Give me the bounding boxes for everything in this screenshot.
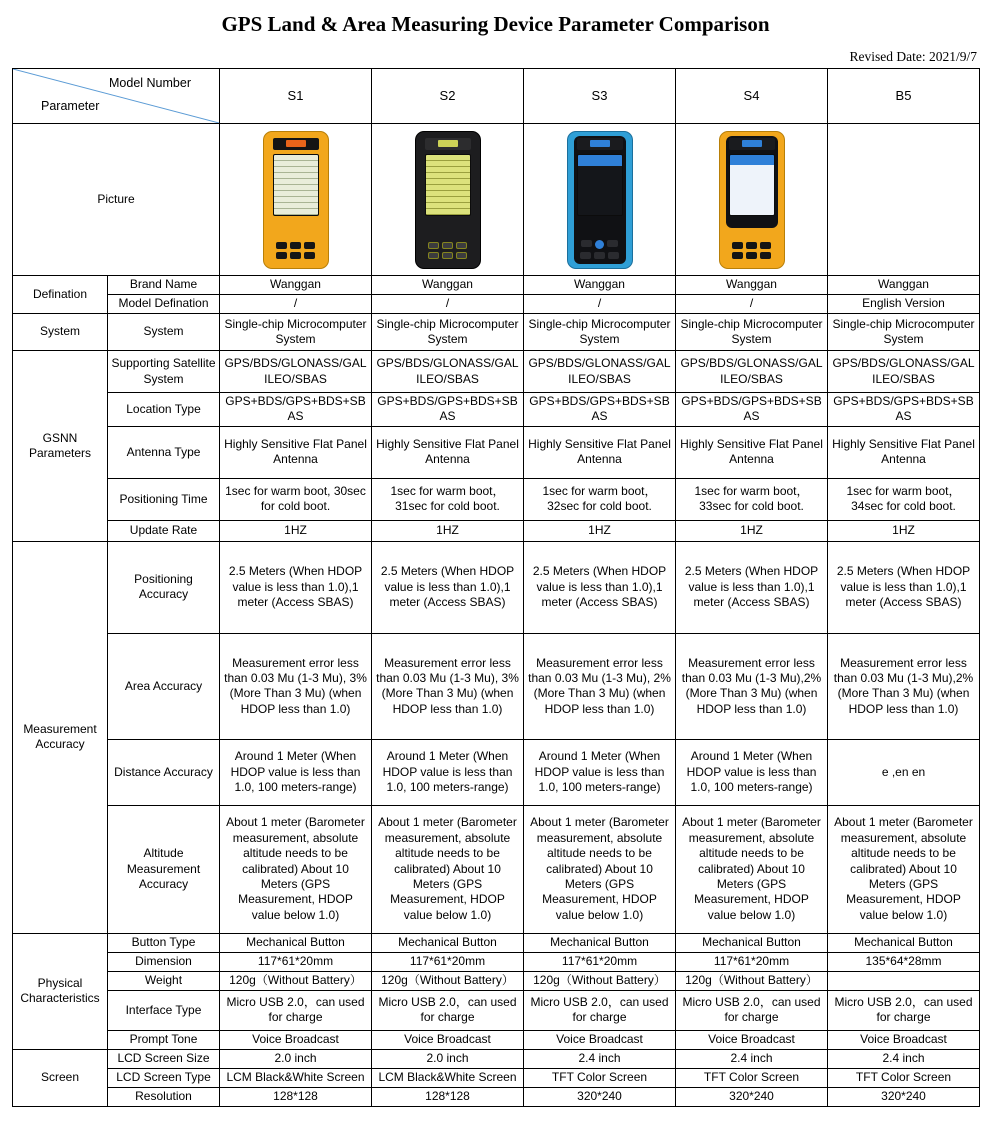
cell-ptime-s4: 1sec for warm boot，33sec for cold boot.: [676, 478, 828, 520]
param-weight: Weight: [108, 971, 220, 990]
revised-date: Revised Date: 2021/9/7: [849, 49, 977, 64]
picture-cell-s4: [676, 124, 828, 276]
cell-ptime-s1: 1sec for warm boot, 30sec for cold boot.: [220, 478, 372, 520]
cell-system-s2: Single-chip Microcomputer System: [372, 314, 524, 351]
cell-dacc-b5: e ,en en: [828, 739, 980, 805]
table-row-button-type: [13, 933, 980, 952]
device-top-band: [425, 138, 471, 150]
cell-ant-s4: Highly Sensitive Flat Panel Antenna: [676, 426, 828, 478]
cell-aacc-s4: Measurement error less than 0.03 Mu (1-3 Mu),2% (More Than 3 Mu) (when HDOP less than 1.0): [676, 633, 828, 739]
cell-dim-s1: 117*61*20mm: [220, 952, 372, 971]
cell-pacc-b5: 2.5 Meters (When HDOP value is less than 1.0),1 meter (Access SBAS): [828, 541, 980, 633]
cell-alt-s1: About 1 meter (Barometer measurement, absolute altitude needs to be calibrated) About 10 Meters (GPS Measurement, HDOP value below 1.0): [220, 805, 372, 933]
cell-system-s1: Single-chip Microcomputer System: [220, 314, 372, 351]
table-row-resolution: [13, 1087, 980, 1106]
param-update-rate: Update Rate: [108, 520, 220, 541]
table-row-lcd-screen-type: [13, 1068, 980, 1087]
cell-lst-s2: LCM Black&White Screen: [372, 1068, 524, 1087]
cell-lss-s2: 2.0 inch: [372, 1049, 524, 1068]
model-header-s4: S4: [676, 69, 828, 124]
device-image-s3: [567, 131, 633, 269]
cell-brand-s2: Wanggan: [372, 276, 524, 295]
device-top-band: [273, 138, 319, 150]
cell-ant-s2: Highly Sensitive Flat Panel Antenna: [372, 426, 524, 478]
cell-lst-b5: TFT Color Screen: [828, 1068, 980, 1087]
cell-dim-b5: 135*64*28mm: [828, 952, 980, 971]
table-row-interface-type: [13, 990, 980, 1030]
param-positioning-accuracy: Positioning Accuracy: [108, 541, 220, 633]
cell-loc-s2: GPS+BDS/GPS+BDS+SBAS: [372, 393, 524, 427]
param-location-type: Location Type: [108, 393, 220, 427]
cell-ant-s3: Highly Sensitive Flat Panel Antenna: [524, 426, 676, 478]
table-row-distance-accuracy: [13, 739, 980, 805]
cell-alt-s3: About 1 meter (Barometer measurement, absolute altitude needs to be calibrated) About 10 Meters (GPS Measurement, HDOP value below 1.0): [524, 805, 676, 933]
device-top-band: [729, 138, 775, 150]
parameter-label: Parameter: [41, 99, 100, 113]
cell-upd-s2: 1HZ: [372, 520, 524, 541]
cell-system-b5: Single-chip Microcomputer System: [828, 314, 980, 351]
device-keypad: [426, 242, 470, 259]
cell-sat-s2: GPS/BDS/GLONASS/GALILEO/SBAS: [372, 351, 524, 393]
cell-upd-s3: 1HZ: [524, 520, 676, 541]
cell-pt-s1: Voice Broadcast: [220, 1030, 372, 1049]
device-screen: [729, 154, 775, 216]
cell-sat-s4: GPS/BDS/GLONASS/GALILEO/SBAS: [676, 351, 828, 393]
param-resolution: Resolution: [108, 1087, 220, 1106]
header-row: [13, 69, 980, 124]
cell-lss-b5: 2.4 inch: [828, 1049, 980, 1068]
picture-cell-s2: [372, 124, 524, 276]
table-row-altitude-accuracy: [13, 805, 980, 933]
cell-pt-s4: Voice Broadcast: [676, 1030, 828, 1049]
param-satellite-system: Supporting Satellite System: [108, 351, 220, 393]
device-screen: [425, 154, 471, 216]
group-screen: Screen: [13, 1049, 108, 1106]
cell-pacc-s2: 2.5 Meters (When HDOP value is less than 1.0),1 meter (Access SBAS): [372, 541, 524, 633]
table-row-positioning-accuracy: [13, 541, 980, 633]
cell-aacc-s3: Measurement error less than 0.03 Mu (1-3 Mu), 2% (More Than 3 Mu) (when HDOP less than 1.0): [524, 633, 676, 739]
cell-dacc-s3: Around 1 Meter (When HDOP value is less than 1.0, 100 meters-range): [524, 739, 676, 805]
cell-pacc-s1: 2.5 Meters (When HDOP value is less than 1.0),1 meter (Access SBAS): [220, 541, 372, 633]
cell-upd-s1: 1HZ: [220, 520, 372, 541]
param-positioning-time: Positioning Time: [108, 478, 220, 520]
cell-dim-s4: 117*61*20mm: [676, 952, 828, 971]
param-prompt-tone: Prompt Tone: [108, 1030, 220, 1049]
cell-res-s2: 128*128: [372, 1087, 524, 1106]
cell-btn-b5: Mechanical Button: [828, 933, 980, 952]
picture-row: [13, 124, 980, 276]
cell-brand-s1: Wanggan: [220, 276, 372, 295]
group-system: System: [13, 314, 108, 351]
cell-mdef-b5: English Version: [828, 295, 980, 314]
cell-sat-s1: GPS/BDS/GLONASS/GALILEO/SBAS: [220, 351, 372, 393]
cell-loc-s4: GPS+BDS/GPS+BDS+SBAS: [676, 393, 828, 427]
cell-btn-s4: Mechanical Button: [676, 933, 828, 952]
param-altitude-accuracy: Altitude Measurement Accuracy: [108, 805, 220, 933]
cell-sat-s3: GPS/BDS/GLONASS/GALILEO/SBAS: [524, 351, 676, 393]
cell-alt-b5: About 1 meter (Barometer measurement, absolute altitude needs to be calibrated) About 10 Meters (GPS Measurement, HDOP value below 1.0): [828, 805, 980, 933]
cell-aacc-b5: Measurement error less than 0.03 Mu (1-3 Mu),2% (More Than 3 Mu) (when HDOP less than 1.0): [828, 633, 980, 739]
cell-brand-s3: Wanggan: [524, 276, 676, 295]
cell-lst-s1: LCM Black&White Screen: [220, 1068, 372, 1087]
table-row-weight: [13, 971, 980, 990]
cell-loc-s1: GPS+BDS/GPS+BDS+SBAS: [220, 393, 372, 427]
table-row-location-type: [13, 393, 980, 427]
model-header-s2: S2: [372, 69, 524, 124]
model-number-label: Model Number: [109, 76, 191, 90]
cell-wt-s1: 120g（Without Battery）: [220, 971, 372, 990]
cell-btn-s3: Mechanical Button: [524, 933, 676, 952]
cell-dacc-s4: Around 1 Meter (When HDOP value is less than 1.0, 100 meters-range): [676, 739, 828, 805]
table-row-antenna-type: [13, 426, 980, 478]
cell-dim-s2: 117*61*20mm: [372, 952, 524, 971]
cell-res-s3: 320*240: [524, 1087, 676, 1106]
cell-wt-s3: 120g（Without Battery）: [524, 971, 676, 990]
device-keypad: [578, 240, 622, 259]
table-row-satellite-system: [13, 351, 980, 393]
cell-aacc-s2: Measurement error less than 0.03 Mu (1-3 Mu), 3% (More Than 3 Mu) (when HDOP less than 1.0): [372, 633, 524, 739]
cell-mdef-s3: /: [524, 295, 676, 314]
param-brand-name: Brand Name: [108, 276, 220, 295]
cell-loc-b5: GPS+BDS/GPS+BDS+SBAS: [828, 393, 980, 427]
picture-cell-s1: [220, 124, 372, 276]
cell-res-s4: 320*240: [676, 1087, 828, 1106]
model-header-s3: S3: [524, 69, 676, 124]
picture-cell-b5-empty: [828, 124, 980, 276]
device-image-s2: [415, 131, 481, 269]
cell-brand-b5: Wanggan: [828, 276, 980, 295]
cell-dacc-s2: Around 1 Meter (When HDOP value is less than 1.0, 100 meters-range): [372, 739, 524, 805]
cell-alt-s2: About 1 meter (Barometer measurement, absolute altitude needs to be calibrated) About 10 Meters (GPS Measurement, HDOP value below 1.0): [372, 805, 524, 933]
device-screen: [577, 154, 623, 216]
cell-loc-s3: GPS+BDS/GPS+BDS+SBAS: [524, 393, 676, 427]
cell-pacc-s3: 2.5 Meters (When HDOP value is less than 1.0),1 meter (Access SBAS): [524, 541, 676, 633]
table-row-model-defination: [13, 295, 980, 314]
cell-sat-b5: GPS/BDS/GLONASS/GALILEO/SBAS: [828, 351, 980, 393]
cell-aacc-s1: Measurement error less than 0.03 Mu (1-3 Mu), 3% (More Than 3 Mu) (when HDOP less than 1.0): [220, 633, 372, 739]
cell-btn-s1: Mechanical Button: [220, 933, 372, 952]
table-row-area-accuracy: [13, 633, 980, 739]
cell-lst-s4: TFT Color Screen: [676, 1068, 828, 1087]
cell-brand-s4: Wanggan: [676, 276, 828, 295]
comparison-table: [12, 68, 980, 1107]
param-antenna-type: Antenna Type: [108, 426, 220, 478]
device-image-s1: [263, 131, 329, 269]
cell-dim-s3: 117*61*20mm: [524, 952, 676, 971]
param-lcd-screen-size: LCD Screen Size: [108, 1049, 220, 1068]
table-row-system: [13, 314, 980, 351]
cell-int-s4: Micro USB 2.0，can used for charge: [676, 990, 828, 1030]
cell-wt-s2: 120g（Without Battery）: [372, 971, 524, 990]
cell-upd-b5: 1HZ: [828, 520, 980, 541]
cell-int-s2: Micro USB 2.0，can used for charge: [372, 990, 524, 1030]
cell-int-s1: Micro USB 2.0，can used for charge: [220, 990, 372, 1030]
cell-pacc-s4: 2.5 Meters (When HDOP value is less than 1.0),1 meter (Access SBAS): [676, 541, 828, 633]
picture-label: Picture: [13, 124, 220, 276]
cell-alt-s4: About 1 meter (Barometer measurement, absolute altitude needs to be calibrated) About 10 Meters (GPS Measurement, HDOP value below 1.0): [676, 805, 828, 933]
device-keypad: [730, 242, 774, 259]
param-distance-accuracy: Distance Accuracy: [108, 739, 220, 805]
param-system: System: [108, 314, 220, 351]
cell-ptime-b5: 1sec for warm boot，34sec for cold boot.: [828, 478, 980, 520]
group-defination: Defination: [13, 276, 108, 314]
model-header-b5: B5: [828, 69, 980, 124]
cell-btn-s2: Mechanical Button: [372, 933, 524, 952]
cell-ant-s1: Highly Sensitive Flat Panel Antenna: [220, 426, 372, 478]
page-title: GPS Land & Area Measuring Device Parameter Comparison: [221, 12, 770, 36]
cell-lst-s3: TFT Color Screen: [524, 1068, 676, 1087]
table-row-update-rate: [13, 520, 980, 541]
cell-wt-s4: 120g（Without Battery）: [676, 971, 828, 990]
device-screen: [273, 154, 319, 216]
group-physical-characteristics: Physical Characteristics: [13, 933, 108, 1049]
cell-wt-b5: [828, 971, 980, 990]
param-model-defination: Model Defination: [108, 295, 220, 314]
cell-res-s1: 128*128: [220, 1087, 372, 1106]
cell-ant-b5: Highly Sensitive Flat Panel Antenna: [828, 426, 980, 478]
param-interface-type: Interface Type: [108, 990, 220, 1030]
cell-ptime-s2: 1sec for warm boot，31sec for cold boot.: [372, 478, 524, 520]
cell-lss-s4: 2.4 inch: [676, 1049, 828, 1068]
device-keypad: [274, 242, 318, 259]
table-row-brand-name: [13, 276, 980, 295]
table-row-dimension: [13, 952, 980, 971]
cell-lss-s3: 2.4 inch: [524, 1049, 676, 1068]
table-row-lcd-screen-size: [13, 1049, 980, 1068]
cell-int-b5: Micro USB 2.0，can used for charge: [828, 990, 980, 1030]
picture-cell-s3: [524, 124, 676, 276]
cell-upd-s4: 1HZ: [676, 520, 828, 541]
cell-int-s3: Micro USB 2.0，can used for charge: [524, 990, 676, 1030]
param-dimension: Dimension: [108, 952, 220, 971]
header-diagonal-cell: [13, 69, 220, 124]
param-lcd-screen-type: LCD Screen Type: [108, 1068, 220, 1087]
cell-system-s4: Single-chip Microcomputer System: [676, 314, 828, 351]
cell-dacc-s1: Around 1 Meter (When HDOP value is less than 1.0, 100 meters-range): [220, 739, 372, 805]
group-measurement-accuracy: Measurement Accuracy: [13, 541, 108, 933]
param-area-accuracy: Area Accuracy: [108, 633, 220, 739]
cell-system-s3: Single-chip Microcomputer System: [524, 314, 676, 351]
cell-pt-s2: Voice Broadcast: [372, 1030, 524, 1049]
cell-pt-s3: Voice Broadcast: [524, 1030, 676, 1049]
cell-mdef-s2: /: [372, 295, 524, 314]
cell-mdef-s4: /: [676, 295, 828, 314]
device-image-s4: [719, 131, 785, 269]
cell-pt-b5: Voice Broadcast: [828, 1030, 980, 1049]
table-row-prompt-tone: [13, 1030, 980, 1049]
model-header-s1: S1: [220, 69, 372, 124]
param-button-type: Button Type: [108, 933, 220, 952]
cell-res-b5: 320*240: [828, 1087, 980, 1106]
group-gsnn-parameters: GSNN Parameters: [13, 351, 108, 542]
device-top-band: [577, 138, 623, 150]
cell-lss-s1: 2.0 inch: [220, 1049, 372, 1068]
cell-ptime-s3: 1sec for warm boot，32sec for cold boot.: [524, 478, 676, 520]
table-row-positioning-time: [13, 478, 980, 520]
cell-mdef-s1: /: [220, 295, 372, 314]
